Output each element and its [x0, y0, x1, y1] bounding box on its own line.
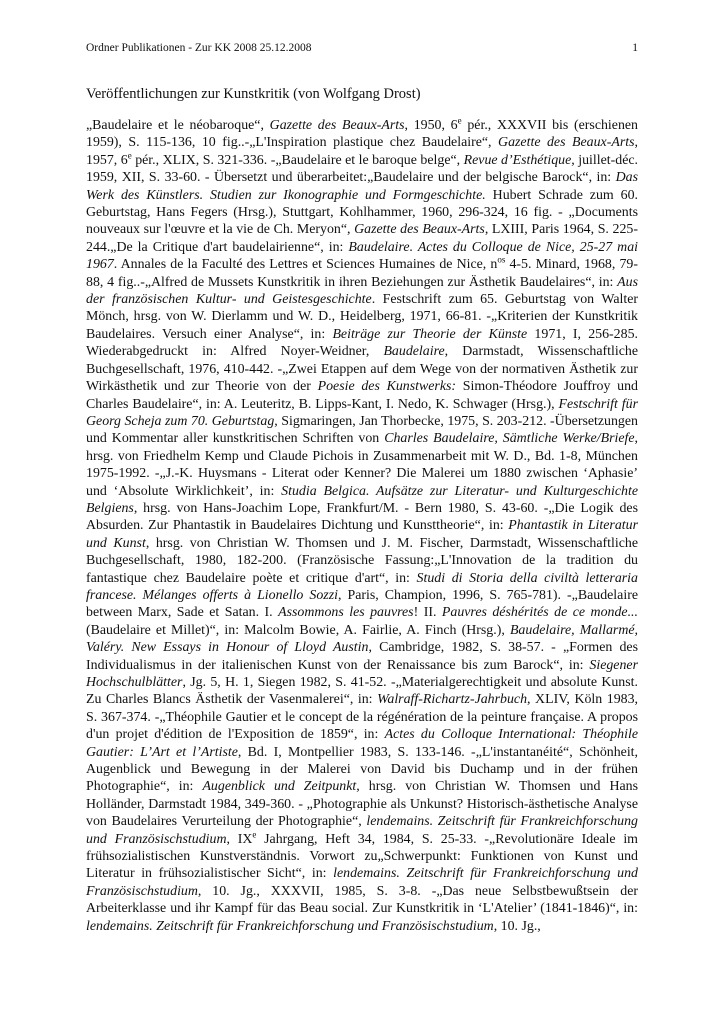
text-run: . Festschrift zum 65. Geburtstag von Walter Mönch, hrsg. von W. Dierlamm und W. D., Heidelberg, 1971, 66-81. -„Kriterien der Kunstkritik Baudelaires. Versuch einer Analyse“, in:: [86, 292, 638, 342]
italic-run: Actes du Colloque International: Théophile Gautier: L’Art et l’Artiste: [86, 727, 638, 760]
italic-run: Revue d’Esthétique: [463, 152, 572, 168]
italic-run: Baudelaire, Mallarmé, Valéry. New Essays in Honour of Lloyd Austin: [86, 622, 638, 656]
text-run: , hrsg. von Christian W. Thomsen und J. M. Fischer, Darmstadt, Wissenschaftliche Buchgesellschaft, 1980, 182-200. (Französische Fassung:„L'Innovation de la tradition du fantastique chez Baudelaire poète et critique d'art“, in:: [86, 535, 638, 586]
text-run: , 1950, 6: [404, 118, 458, 133]
text-run: 4-5. Minard, 1968, 79-88, 4 fig..-„Alfred de Mussets Kunstkritik in ihren Beziehungen zur Ästhetik Baudelaires“, in:: [86, 257, 638, 290]
italic-run: Siegener Hochschulblätter: [86, 657, 638, 690]
italic-run: Augenblick und Zeitpunkt: [202, 779, 357, 795]
superscript: os: [497, 254, 506, 265]
text-run: , Jg. 5, H. 1, Siegen 1982, S. 41-52. -„Materialgerechtigkeit und absolute Kunst. Zu Charles Blancs Ästhetik der Vasenmalerei“, in:: [86, 675, 638, 708]
text-run: , IX: [226, 831, 253, 847]
superscript: e: [252, 829, 257, 840]
italic-run: Aus der französischen Kultur- und Geistesgeschichte: [86, 274, 638, 308]
text-run: , 1957, 6: [86, 135, 638, 168]
text-run: , XLIV, Köln 1983, S. 367-374. -„Théophile Gautier et le concept de la régénération de la peinture française. A propos d'un projet d'édition de l'Exposition de 1859“, in:: [86, 692, 639, 743]
italic-run: Assommons les pauvres: [278, 605, 414, 621]
italic-run: lendemains. Zeitschrift für Frankreichforschung und Französischstudium: [86, 918, 494, 934]
text-run: , juillet-déc. 1959, XII, S. 33-60. - Übersetzt und überarbeitet:„Baudelaire und der belgische Barock“, in:: [86, 152, 639, 186]
italic-run: lendemains. Zeitschrift für Frankreichforschung und Französischstudium: [86, 866, 638, 899]
italic-run: Poesie des Kunstwerks:: [317, 379, 457, 395]
text-run: pér., XLIX, S. 321-336. -„Baudelaire et le baroque belge“,: [131, 152, 464, 168]
text-run: Hubert Schrade zum 60. Geburtstag, Hans Fegers (Hrsg.), Stuttgart, Kohlhammer, 1960, 296-324, 16 fig. - „Documents nouveaux sur l'œuvre et la vie de Ch. Meryon“,: [86, 187, 638, 238]
superscript: e: [457, 115, 462, 126]
page-header: [86, 42, 638, 58]
text-run: pér., XXXVII bis (erschienen 1959), S. 115-136, 10 fig..-„L'Inspiration plastique chez Baudelaire“,: [86, 118, 639, 151]
italic-run: Walraff-Richartz-Jahrbuch: [377, 692, 528, 708]
text-run: „Baudelaire et le néobaroque“,: [86, 118, 270, 133]
italic-run: Charles Baudelaire, Sämtliche Werke/Briefe: [384, 431, 635, 447]
italic-run: Studi di Storia della civiltà letteraria francese. Mélanges offerts à Lionello Sozzi: [86, 570, 638, 603]
italic-run: lendemains. Zeitschrift für Frankreichforschung und Französischstudium: [86, 814, 638, 847]
italic-run: Phantastik in Literatur und Kunst: [86, 518, 638, 551]
italic-run: Gazette des Beaux-Arts: [498, 135, 635, 151]
text-run: , Bd. I, Montpellier 1983, S. 133-146. -„L'instantanéité“, Schönheit, Augenblick und Bewegung in der Malerei von David bis Duchamp und in der frühen Photographie“, in:: [86, 744, 639, 795]
text-run: , hrsg. von Hans-Joachim Lope, Frankfurt/M. - Bern 1980, S. 43-60. -„Die Logik des Absurden. Zur Phantastik in Baudelaires Dichtung und Kunsttheorie“, in:: [86, 500, 638, 534]
page-title: Veröffentlichungen zur Kunstkritik (von Wolfgang Drost): [86, 86, 421, 102]
text-run: , Cambridge, 1982, S. 38-57. - „Formen des Individualismus in der italienischen Kunst von der Renaissance bis zum Barock“, in:: [86, 640, 638, 673]
text-run: , hrsg. von Friedhelm Kemp und Claude Pichois in Zusammenarbeit mit W. D., Bd. 1-8, München 1975-1992. -„J.-K. Huysmans - Literat oder Kenner? Die Malerei um 1880 zwischen ‘Aphasie’ und ‘Absolute Wirklichkeit’, in:: [86, 431, 639, 499]
text-run: ! II.: [413, 605, 442, 621]
page-number: 1: [632, 42, 638, 54]
italic-run: Gazette des Beaux-Arts: [354, 222, 485, 238]
italic-run: Gazette des Beaux-Arts: [269, 118, 405, 133]
text-run: , Darmstadt, Wissenschaftliche Buchgesellschaft, 1976, 410-442. -„Zwei Etappen auf dem Wege von der normativen Ästhetik zur Wirkästhetik und zur Theorie von der: [86, 344, 638, 395]
italic-run: Pauvres déshérités de ce monde...: [441, 605, 638, 621]
text-run: , Paris, Champion, 1996, S. 765-781). -„Baudelaire between Marx, Sade et Satan. I.: [86, 587, 638, 621]
italic-run: Das Werk des Künstlers. Studien zur Ikonographie und Formgeschichte.: [86, 170, 638, 203]
italic-run: Baudelaire. Actes du Colloque de Nice, 25-27 mai 1967: [86, 239, 639, 273]
text-run: , Sigmaringen, Jan Thorbecke, 1975, S. 203-212. -Übersetzungen und Kommentar aller kunstkritischen Schriften von: [86, 413, 638, 447]
text-run: , LXIII, Paris 1964, S. 225-244.„De la Critique d'art baudelairienne“, in:: [86, 222, 638, 255]
body-text: [86, 117, 638, 935]
text-run: (Baudelaire et Millet)“, in: Malcolm Bowie, A. Fairlie, A. Finch (Hrsg.),: [86, 622, 510, 638]
text-run: , 10. Jg., XXXVII, 1985, S. 3-8. -„Das neue Selbstbewußtsein der Arbeiterklasse und ihr Kampf für das Beau social. Zur Kunstkritik in ‘L'Atelier’ (1841-1846)“, in:: [86, 883, 638, 917]
text-run: 1971, I, 256-285. Wiederabgedruckt in: Alfred Noyer-Weidner,: [86, 326, 638, 360]
superscript: e: [127, 150, 132, 161]
text-run: . Annales de la Faculté des Lettres et Sciences Humaines de Nice, n: [113, 257, 498, 273]
text-run: , hrsg. von Christian W. Thomsen und Hans Holländer, Darmstadt 1984, 349-360. - „Photographie als Unkunst? Historisch-ästhetische Analyse von Baudelaires Verurteilung der Photographie“,: [86, 779, 638, 830]
italic-run: Baudelaire: [383, 344, 445, 360]
text-run: Simon-Théodore Jouffroy und Charles Baudelaire“, in: A. Leuteritz, B. Lipps-Kant, I. Nedo, K. Schwager (Hrsg.),: [86, 379, 638, 412]
text-run: Jahrgang, Heft 34, 1984, S. 25-33. -„Revolutionäre Ideale im frühsozialistischen Kunstverständnis. Vorwort zu„Schwerpunkt: Funktionen von Kunst und Literatur in frühsozialistischer Sicht“, in:: [86, 831, 638, 882]
text-run: , 10. Jg.,: [493, 918, 541, 934]
italic-run: Studia Belgica. Aufsätze zur Literatur- und Kulturgeschichte Belgiens: [86, 483, 638, 516]
header-left-text: Ordner Publikationen - Zur KK 2008 25.12.2008: [86, 42, 312, 54]
italic-run: Beiträge zur Theorie der Künste: [332, 326, 528, 342]
italic-run: Festschrift für Georg Scheja zum 70. Geburtstag: [86, 396, 638, 429]
